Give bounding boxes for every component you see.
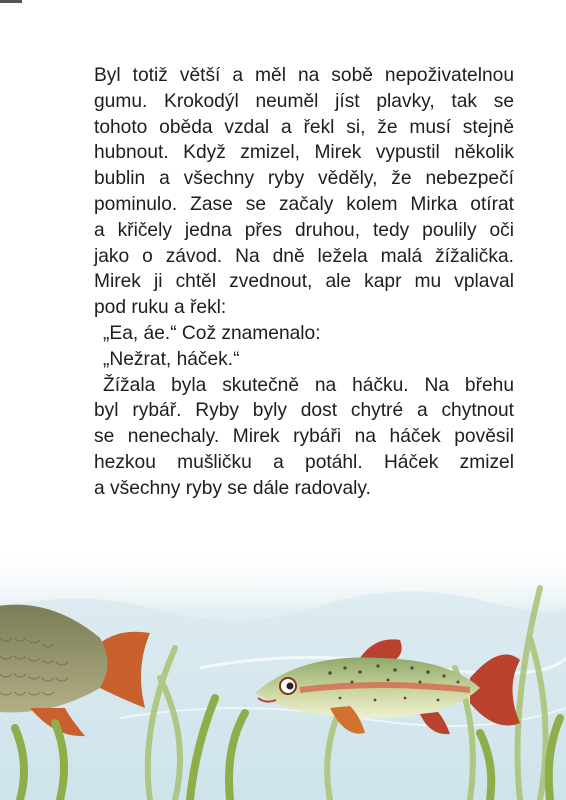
story-line: byl rybář. Ryby byly dost chytré a chytnout <box>94 400 514 422</box>
story-line: Žížala byla skutečně na háčku. Na břehu <box>103 374 514 396</box>
underwater-illustration <box>0 548 566 800</box>
story-line: jako o závod. Na dně ležela malá žížalička. <box>94 245 514 267</box>
story-line: pod ruku a řekl: <box>94 297 227 319</box>
story-line: se nenechaly. Mirek rybáři na háček pověsil <box>94 426 514 448</box>
dialogue-line: „Ea, áe.“ Což znamenalo: <box>103 322 321 344</box>
story-line: pominulo. Zase se začaly kolem Mirka otírat <box>94 193 514 215</box>
story-text <box>94 63 514 502</box>
trout-pupil <box>287 683 294 690</box>
story-line: a všechny ryby se dále radovaly. <box>94 477 371 499</box>
story-line: tohoto oběda vzdal a řekl si, že musí stejně <box>94 116 514 138</box>
story-line: gumu. Krokodýl neuměl jíst plavky, tak se <box>94 90 514 112</box>
story-line: bublin a všechny ryby věděly, že nebezpečí <box>94 168 514 190</box>
dialogue-line: „Nežrat, háček.“ <box>103 348 240 370</box>
story-line: hezkou mušličku a potáhl. Háček zmizel <box>94 451 514 473</box>
story-line: Byl totiž větší a měl na sobě nepoživatelnou <box>94 65 514 86</box>
story-line: hubnout. Když zmizel, Mirek vypustil několik <box>94 142 514 164</box>
story-line: a křičely jedna přes druhou, tedy poulily oči <box>94 219 514 241</box>
story-line: Mirek ji chtěl zvednout, ale kapr mu vplaval <box>94 271 514 293</box>
page-corner-mark <box>0 0 22 3</box>
